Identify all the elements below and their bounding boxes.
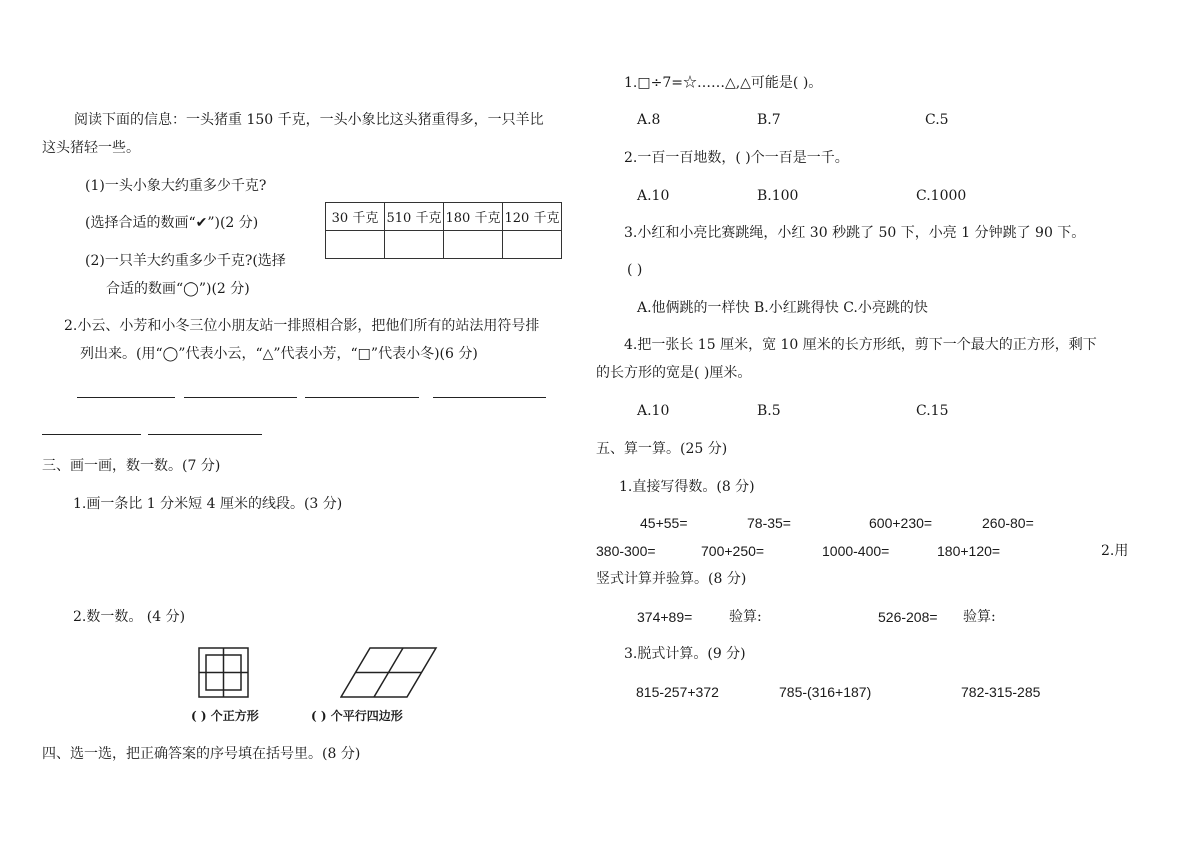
mc-question-1: 1.□÷7=☆……△,△可能是( )。 [624,75,823,91]
mc-2-option-a[interactable]: A.10 [637,188,670,204]
mc-3-options[interactable]: A.他俩跳的一样快 B.小红跳得快 C.小亮跳的快 [637,300,928,316]
question-sheep: (2)一只羊大约重多少千克?(选择 [85,253,286,269]
answer-line[interactable] [184,397,297,398]
calc-item: 78-35= [747,515,791,531]
mc-4-option-c[interactable]: C.15 [916,403,949,419]
mc-question-3: 3.小红和小亮比赛跳绳，小红 30 秒跳了 50 下，小亮 1 分钟跳了 90 下。 [624,225,1086,241]
answer-cell[interactable] [503,231,562,259]
mc-1-option-c[interactable]: C.5 [925,112,949,128]
mc-2-option-c[interactable]: C.1000 [916,188,967,204]
answer-cell[interactable] [385,231,444,259]
mc-3-answer-blank[interactable]: ( ) [627,262,643,278]
mc-4-option-a[interactable]: A.10 [637,403,670,419]
mc-question-4-line2: 的长方形的宽是( )厘米。 [596,365,752,381]
mc-4-option-b[interactable]: B.5 [757,403,781,419]
draw-segment-question: 1.画一条比 1 分米短 4 厘米的线段。(3 分) [73,496,343,512]
reading-intro-line1: 阅读下面的信息：一头猪重 150 千克，一头小象比这头猪重得多，一只羊比 [74,112,544,128]
verify-label: 验算: [963,609,996,625]
answer-line[interactable] [305,397,419,398]
mc-1-option-a[interactable]: A.8 [637,112,661,128]
section-4-title: 四、选一选，把正确答案的序号填在括号里。(8 分) [42,746,361,762]
reading-intro-line2: 这头猪轻一些。 [42,140,140,156]
section-5-title: 五、算一算。(25 分) [596,441,728,457]
vertical-calc-item: 526-208= [878,609,938,625]
question-elephant-instruction: (选择合适的数画“✔”)(2 分) [85,215,259,231]
weight-option: 180 千克 [444,203,503,231]
weight-option: 120 千克 [503,203,562,231]
calc-item: 700+250= [701,543,765,559]
mc-1-option-b[interactable]: B.7 [757,112,781,128]
parallelograms-count-caption: ( ) 个平行四边形 [311,709,403,723]
photo-arrangement-question-line2: 列出来。(用“◯”代表小云，“△”代表小芳，“□”代表小冬)(6 分) [80,346,478,362]
calc-item: 600+230= [869,515,933,531]
mc-question-4-line1: 4.把一张长 15 厘米，宽 10 厘米的长方形纸，剪下一个最大的正方形，剩下 [624,337,1097,353]
calc-item: 260-80= [982,515,1034,531]
answer-line[interactable] [42,434,141,435]
answer-line[interactable] [433,397,546,398]
answer-line[interactable] [148,434,262,435]
calc-item: 45+55= [640,515,688,531]
step-calc-item: 815-257+372 [636,684,719,700]
squares-figure [198,647,250,699]
weight-option: 510 千克 [385,203,444,231]
step-calc-item: 785-(316+187) [779,684,872,700]
vertical-calc-question: 竖式计算并验算。(8 分) [596,571,747,587]
squares-count-caption: ( ) 个正方形 [191,709,259,723]
step-calc-question: 3.脱式计算。(9 分) [624,646,746,662]
direct-calc-question: 1.直接写得数。(8 分) [619,479,755,495]
answer-line[interactable] [77,397,175,398]
answer-cell[interactable] [444,231,503,259]
count-question: 2.数一数。 (4 分) [73,609,186,625]
section-3-title: 三、画一画，数一数。(7 分) [42,458,221,474]
question-elephant: (1)一头小象大约重多少千克? [85,178,267,194]
mc-question-2: 2.一百一百地数，( )个一百是一千。 [624,150,849,166]
calc-item: 380-300= [596,543,656,559]
question-sheep-instruction: 合适的数画“◯”)(2 分) [106,281,250,297]
calc-item: 1000-400= [822,543,890,559]
vertical-calc-question-head: 2.用 [1101,543,1129,559]
weight-option: 30 千克 [326,203,385,231]
weight-options-table [325,202,562,259]
vertical-calc-item: 374+89= [637,609,693,625]
step-calc-item: 782-315-285 [961,684,1041,700]
parallelograms-figure [340,647,438,699]
photo-arrangement-question-line1: 2.小云、小芳和小冬三位小朋友站一排照相合影，把他们所有的站法用符号排 [64,318,540,334]
calc-item: 180+120= [937,543,1001,559]
mc-2-option-b[interactable]: B.100 [757,188,799,204]
answer-cell[interactable] [326,231,385,259]
verify-label: 验算: [729,609,762,625]
